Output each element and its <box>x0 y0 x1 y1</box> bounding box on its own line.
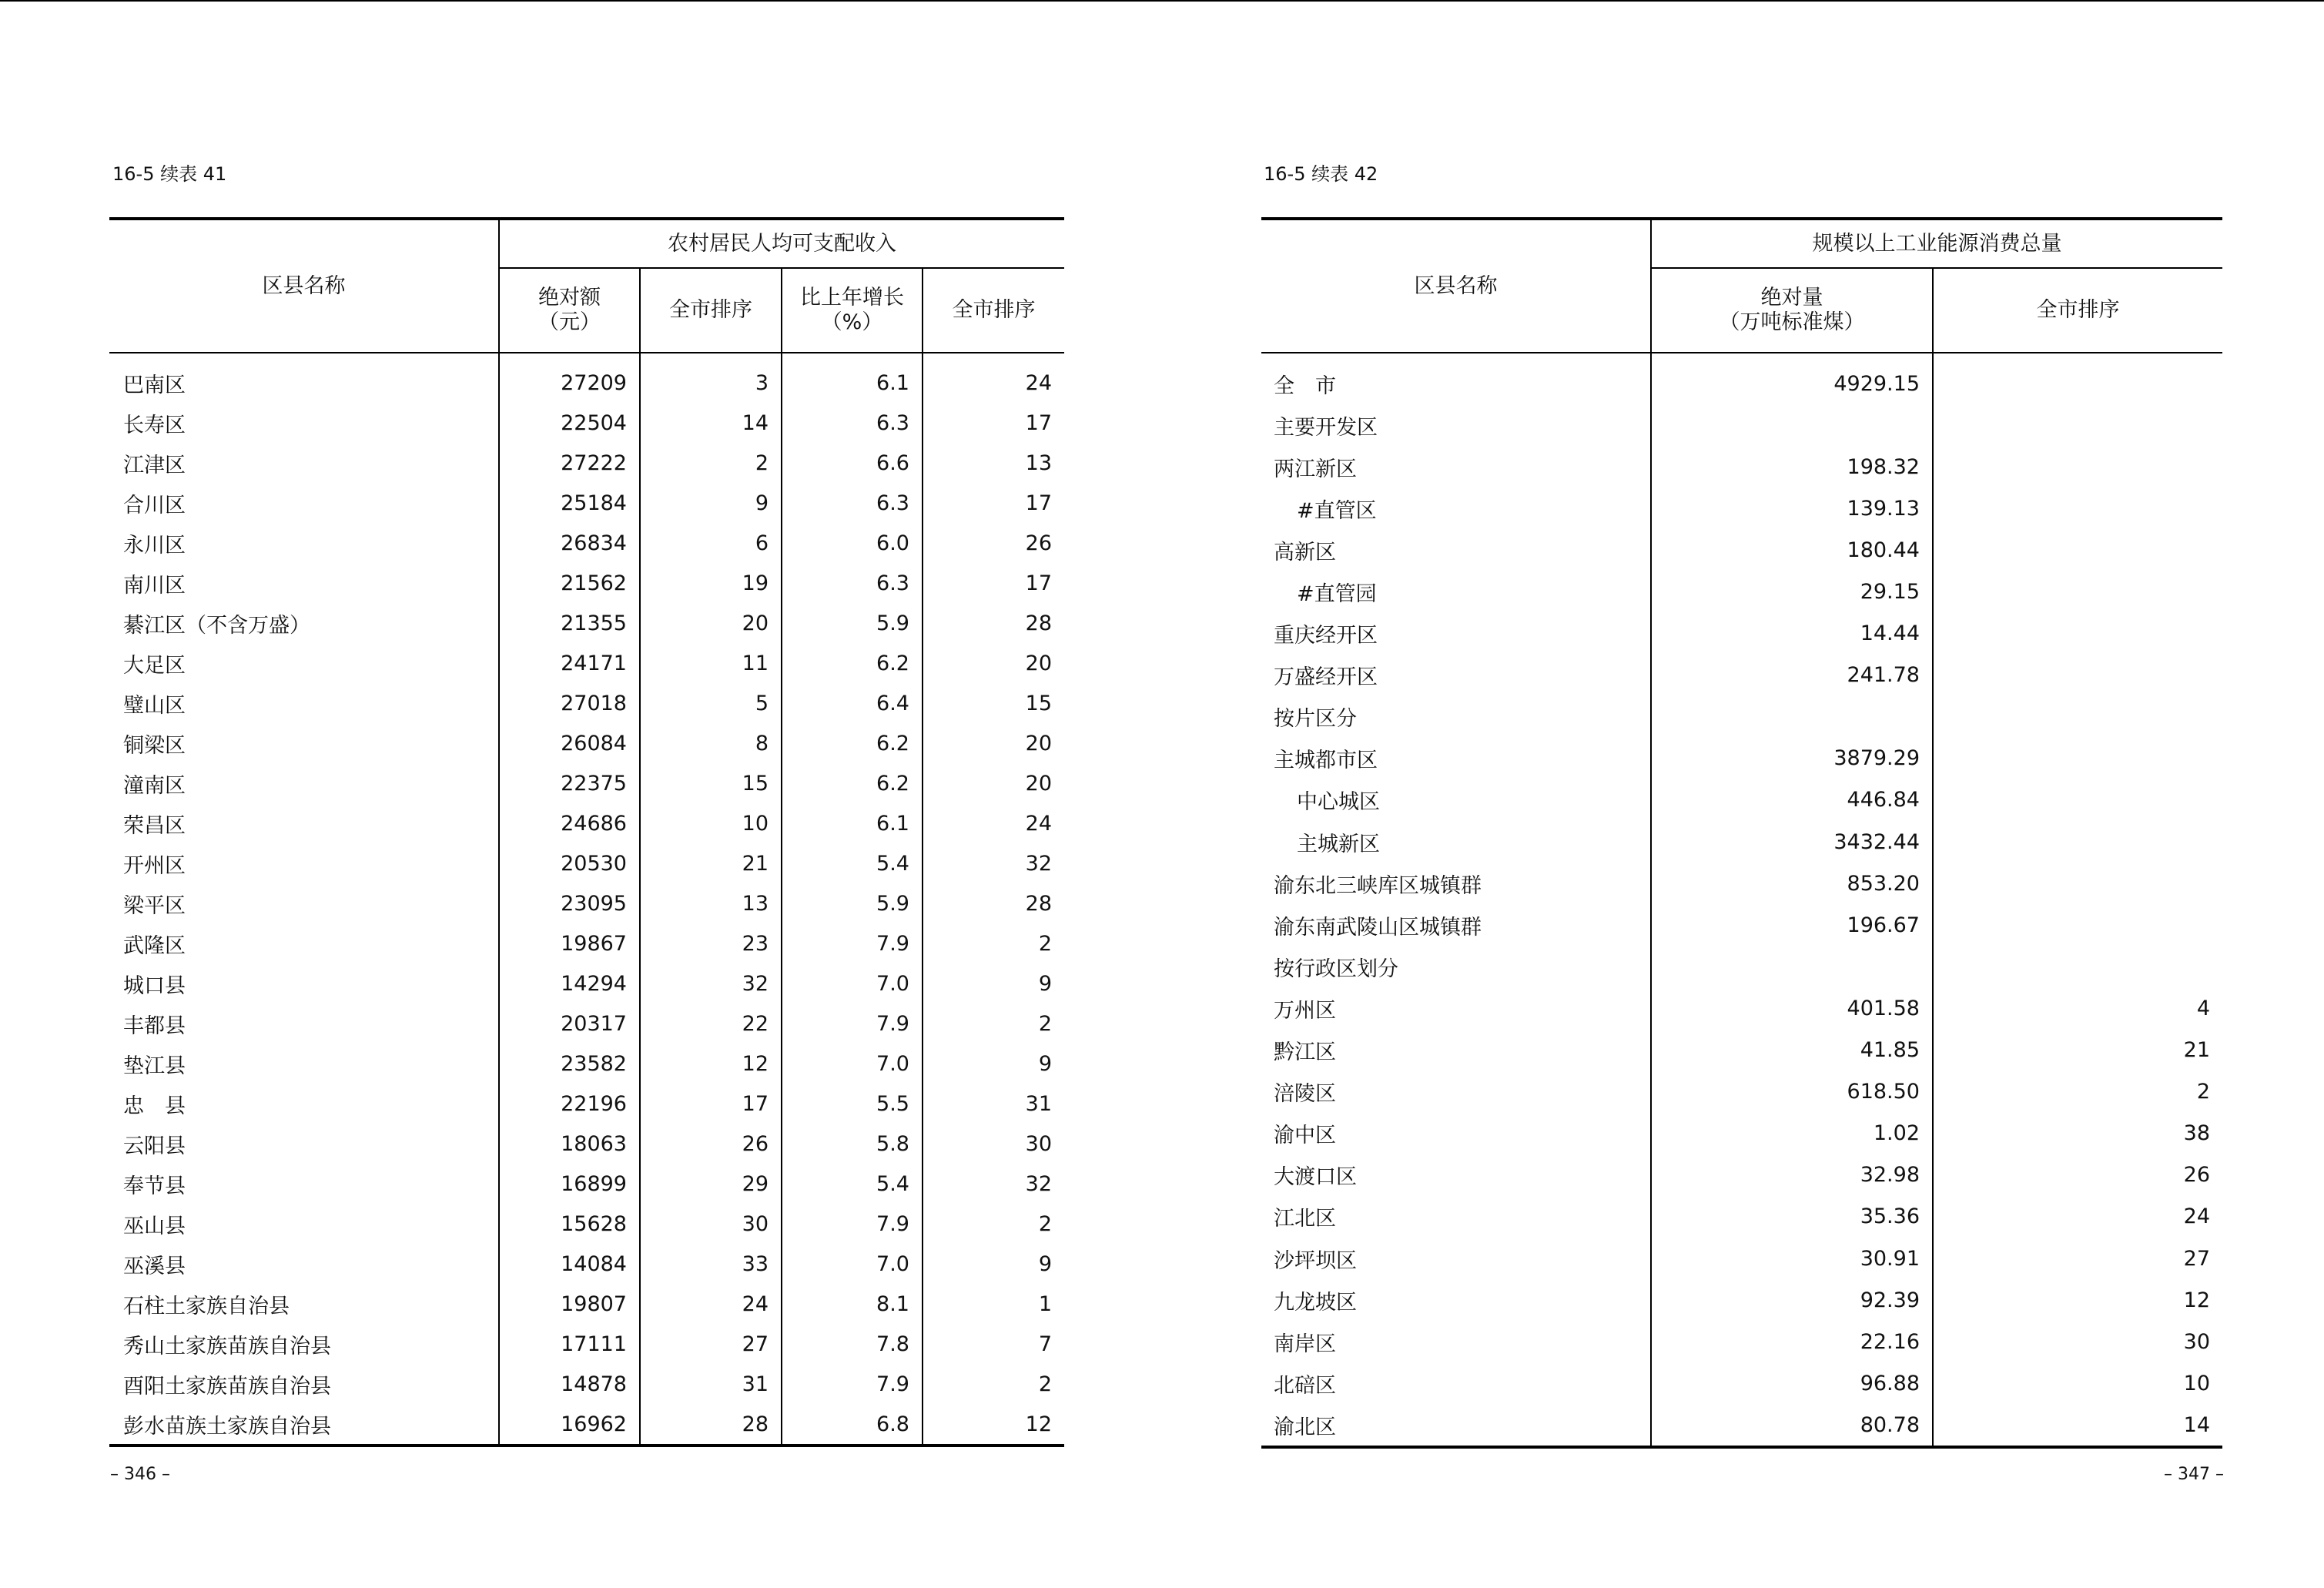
rank-cell: 20 <box>640 603 782 643</box>
abs-amount-cell: 27018 <box>499 683 640 723</box>
table-row <box>109 1164 1064 1204</box>
table-row <box>109 403 1064 443</box>
district-name-cell: 渝北区 <box>1274 1415 1336 1439</box>
table-row <box>1261 655 2222 696</box>
growth-cell: 6.8 <box>782 1404 923 1446</box>
page-number: – 347 – <box>2164 1465 2224 1484</box>
table-row <box>1261 529 2222 571</box>
rank-cell: 21 <box>640 843 782 883</box>
header-rank: 全市排序 <box>1933 268 2222 353</box>
rank-cell <box>1933 446 2222 487</box>
table-row <box>1261 353 2222 404</box>
table-row <box>109 763 1064 803</box>
abs-amount-cell: 139.13 <box>1651 487 1933 529</box>
district-name-cell: 巴南区 <box>123 373 186 397</box>
table-row <box>1261 696 2222 738</box>
district-name-cell: 巫溪县 <box>123 1254 186 1278</box>
district-name-cell: 主要开发区 <box>1274 415 1378 440</box>
rank-cell: 2 <box>923 1003 1064 1044</box>
growth-cell: 7.0 <box>782 963 923 1003</box>
growth-cell: 6.0 <box>782 523 923 563</box>
rank-cell: 15 <box>640 763 782 803</box>
rank-cell: 12 <box>640 1044 782 1084</box>
abs-amount-cell: 14878 <box>499 1364 640 1404</box>
abs-amount-cell: 196.67 <box>1651 904 1933 946</box>
rank-cell: 2 <box>1933 1071 2222 1113</box>
district-name-cell: #直管园 <box>1297 582 1377 607</box>
abs-amount-cell: 23582 <box>499 1044 640 1084</box>
growth-cell: 7.0 <box>782 1244 923 1284</box>
district-name-cell: 渝东北三峡库区城镇群 <box>1274 873 1482 898</box>
table-row <box>1261 1030 2222 1071</box>
rank-cell <box>1933 529 2222 571</box>
table-row <box>109 683 1064 723</box>
rank-cell: 20 <box>923 723 1064 763</box>
table-row <box>1261 1154 2222 1196</box>
district-name-cell: 主城新区 <box>1297 832 1380 856</box>
header-district-name: 区县名称 <box>109 219 499 353</box>
abs-amount-cell: 27222 <box>499 443 640 483</box>
rank-cell: 32 <box>640 963 782 1003</box>
district-name-cell: 按片区分 <box>1274 707 1357 732</box>
rank-cell: 32 <box>923 843 1064 883</box>
table-row <box>109 1204 1064 1244</box>
abs-amount-cell: 22375 <box>499 763 640 803</box>
table-row <box>1261 987 2222 1029</box>
table-row <box>109 1084 1064 1124</box>
rank-cell: 2 <box>923 923 1064 963</box>
abs-amount-cell <box>1651 696 1933 738</box>
rank-cell: 14 <box>640 403 782 443</box>
growth-cell: 7.9 <box>782 1364 923 1404</box>
table-row <box>1261 821 2222 863</box>
rank-cell: 15 <box>923 683 1064 723</box>
abs-amount-cell: 16962 <box>499 1404 640 1446</box>
district-name-cell: 大渡口区 <box>1274 1165 1357 1190</box>
rank-cell: 9 <box>923 1044 1064 1084</box>
abs-amount-cell: 92.39 <box>1651 1279 1933 1321</box>
district-name-cell: 永川区 <box>123 533 186 558</box>
district-name-cell: 垫江县 <box>123 1054 186 1078</box>
rank-cell: 12 <box>923 1404 1064 1446</box>
header-growth: 比上年增长 （%） <box>782 268 923 353</box>
district-name-cell: 铜梁区 <box>123 733 186 758</box>
district-name-cell: 中心城区 <box>1297 790 1380 815</box>
district-name-cell: 綦江区（不含万盛） <box>123 613 310 638</box>
district-name-cell: 万州区 <box>1274 998 1336 1023</box>
abs-amount-cell: 24686 <box>499 803 640 843</box>
rank-cell: 29 <box>640 1164 782 1204</box>
rank-cell: 2 <box>640 443 782 483</box>
abs-amount-cell: 198.32 <box>1651 446 1933 487</box>
growth-cell: 6.3 <box>782 563 923 603</box>
growth-cell: 7.9 <box>782 1204 923 1244</box>
growth-cell: 8.1 <box>782 1284 923 1324</box>
abs-amount-cell <box>1651 946 1933 987</box>
rank-cell: 24 <box>923 803 1064 843</box>
rank-cell <box>1933 779 2222 821</box>
district-name-cell: 奉节县 <box>123 1174 186 1198</box>
abs-amount-cell: 30.91 <box>1651 1238 1933 1279</box>
abs-amount-cell: 21355 <box>499 603 640 643</box>
rank-cell: 13 <box>640 883 782 923</box>
abs-amount-cell: 446.84 <box>1651 779 1933 821</box>
header-rank-1: 全市排序 <box>640 268 782 353</box>
abs-amount-cell: 26084 <box>499 723 640 763</box>
rank-cell <box>1933 821 2222 863</box>
rank-cell: 5 <box>640 683 782 723</box>
abs-amount-cell: 16899 <box>499 1164 640 1204</box>
district-name-cell: 沙坪坝区 <box>1274 1248 1357 1273</box>
district-name-cell: 重庆经开区 <box>1274 624 1378 648</box>
growth-cell: 7.9 <box>782 923 923 963</box>
district-name-cell: 涪陵区 <box>1274 1082 1336 1107</box>
rank-cell: 28 <box>640 1404 782 1446</box>
district-name-cell: 武隆区 <box>123 933 186 958</box>
abs-amount-cell: 25184 <box>499 483 640 523</box>
table-row <box>1261 1238 2222 1279</box>
rank-cell: 1 <box>923 1284 1064 1324</box>
rank-cell: 11 <box>640 643 782 683</box>
table-row <box>109 1003 1064 1044</box>
table-row <box>1261 1113 2222 1154</box>
table-row <box>109 603 1064 643</box>
rank-cell <box>1933 571 2222 612</box>
table-row <box>1261 487 2222 529</box>
abs-amount-cell: 22504 <box>499 403 640 443</box>
table-title: 16-5 续表 42 <box>1264 163 1378 185</box>
page-number: – 346 – <box>110 1465 170 1484</box>
rank-cell: 19 <box>640 563 782 603</box>
abs-amount-cell: 22196 <box>499 1084 640 1124</box>
header-abs-amount: 绝对量 （万吨标准煤） <box>1651 268 1933 353</box>
district-name-cell: 长寿区 <box>123 413 186 437</box>
abs-amount-cell: 14.44 <box>1651 613 1933 655</box>
table-body <box>109 353 1064 1446</box>
district-name-cell: 璧山区 <box>123 693 186 718</box>
table-row <box>109 1124 1064 1164</box>
rank-cell: 14 <box>1933 1404 2222 1447</box>
table-row <box>109 843 1064 883</box>
abs-amount-cell: 14084 <box>499 1244 640 1284</box>
header-group-rural-income: 农村居民人均可支配收入 <box>499 219 1064 268</box>
rank-cell: 26 <box>640 1124 782 1164</box>
table-row <box>1261 1071 2222 1113</box>
table-body <box>1261 353 2222 1447</box>
abs-amount-cell: 3432.44 <box>1651 821 1933 863</box>
header-abs-amount: 绝对额 （元） <box>499 268 640 353</box>
table-row <box>1261 1279 2222 1321</box>
abs-amount-cell <box>1651 404 1933 446</box>
district-name-cell: 主城都市区 <box>1274 749 1378 773</box>
district-name-cell: 彭水苗族土家族自治县 <box>123 1414 331 1439</box>
abs-amount-cell: 26834 <box>499 523 640 563</box>
rank-cell <box>1933 863 2222 904</box>
table-row <box>109 1044 1064 1084</box>
table-row <box>1261 904 2222 946</box>
table-row <box>1261 1362 2222 1404</box>
district-name-cell: 黔江区 <box>1274 1040 1336 1065</box>
rank-cell: 24 <box>1933 1196 2222 1238</box>
district-name-cell: 云阳县 <box>123 1134 186 1158</box>
rank-cell: 24 <box>640 1284 782 1324</box>
table-title: 16-5 续表 41 <box>112 163 227 185</box>
table-row <box>1261 1404 2222 1447</box>
table-row <box>1261 863 2222 904</box>
rank-cell: 12 <box>1933 1279 2222 1321</box>
rank-cell <box>1933 946 2222 987</box>
industrial-energy-table <box>1261 217 2222 1449</box>
rank-cell: 17 <box>923 403 1064 443</box>
abs-amount-cell: 853.20 <box>1651 863 1933 904</box>
table-row <box>109 643 1064 683</box>
district-name-cell: 两江新区 <box>1274 457 1357 481</box>
header-district-name: 区县名称 <box>1261 219 1651 353</box>
district-name-cell: 石柱土家族自治县 <box>123 1294 290 1318</box>
rank-cell: 9 <box>640 483 782 523</box>
abs-amount-cell: 24171 <box>499 643 640 683</box>
table-row <box>1261 613 2222 655</box>
district-name-cell: 按行政区划分 <box>1274 956 1398 981</box>
district-name-cell: 万盛经开区 <box>1274 665 1378 690</box>
growth-cell: 6.4 <box>782 683 923 723</box>
rank-cell <box>1933 696 2222 738</box>
rank-cell: 38 <box>1933 1113 2222 1154</box>
table-row <box>109 883 1064 923</box>
abs-amount-cell: 15628 <box>499 1204 640 1244</box>
rank-cell: 32 <box>923 1164 1064 1204</box>
rank-cell: 26 <box>923 523 1064 563</box>
rank-cell: 17 <box>923 563 1064 603</box>
table-row <box>1261 779 2222 821</box>
growth-cell: 6.3 <box>782 403 923 443</box>
right-page <box>1162 0 2324 1588</box>
rank-cell: 20 <box>923 763 1064 803</box>
header-group-energy: 规模以上工业能源消费总量 <box>1651 219 2222 268</box>
growth-cell: 5.9 <box>782 603 923 643</box>
table-row <box>1261 446 2222 487</box>
table-row <box>109 483 1064 523</box>
rank-cell <box>1933 487 2222 529</box>
table-row <box>109 1324 1064 1364</box>
district-name-cell: 南岸区 <box>1274 1332 1336 1356</box>
growth-cell: 6.1 <box>782 803 923 843</box>
abs-amount-cell: 180.44 <box>1651 529 1933 571</box>
abs-amount-cell: 241.78 <box>1651 655 1933 696</box>
rank-cell: 7 <box>923 1324 1064 1364</box>
table-row <box>1261 1321 2222 1362</box>
table-row <box>109 723 1064 763</box>
rank-cell: 28 <box>923 603 1064 643</box>
district-name-cell: #直管区 <box>1297 498 1377 523</box>
table-row <box>109 443 1064 483</box>
growth-cell: 7.8 <box>782 1324 923 1364</box>
rank-cell: 2 <box>923 1364 1064 1404</box>
district-name-cell: 高新区 <box>1274 540 1336 565</box>
district-name-cell: 北碚区 <box>1274 1373 1336 1398</box>
rank-cell <box>1933 353 2222 404</box>
abs-amount-cell: 96.88 <box>1651 1362 1933 1404</box>
abs-amount-cell: 23095 <box>499 883 640 923</box>
district-name-cell: 开州区 <box>123 853 186 878</box>
table-row <box>109 1364 1064 1404</box>
district-name-cell: 荣昌区 <box>123 813 186 838</box>
rank-cell: 33 <box>640 1244 782 1284</box>
abs-amount-cell: 618.50 <box>1651 1071 1933 1113</box>
district-name-cell: 丰都县 <box>123 1013 186 1038</box>
district-name-cell: 南川区 <box>123 573 186 598</box>
rank-cell: 6 <box>640 523 782 563</box>
growth-cell: 7.0 <box>782 1044 923 1084</box>
abs-amount-cell: 41.85 <box>1651 1030 1933 1071</box>
table-row <box>109 1244 1064 1284</box>
rank-cell <box>1933 904 2222 946</box>
district-name-cell: 秀山土家族苗族自治县 <box>123 1334 331 1359</box>
district-name-cell: 全 市 <box>1274 374 1336 398</box>
growth-cell: 6.2 <box>782 723 923 763</box>
table-row <box>1261 571 2222 612</box>
abs-amount-cell: 29.15 <box>1651 571 1933 612</box>
rank-cell: 24 <box>923 353 1064 403</box>
abs-amount-cell: 32.98 <box>1651 1154 1933 1196</box>
growth-cell: 5.9 <box>782 883 923 923</box>
district-name-cell: 忠 县 <box>123 1094 186 1118</box>
table-row <box>1261 1196 2222 1238</box>
abs-amount-cell: 19807 <box>499 1284 640 1324</box>
table-row <box>109 523 1064 563</box>
abs-amount-cell: 14294 <box>499 963 640 1003</box>
abs-amount-cell: 21562 <box>499 563 640 603</box>
rank-cell: 9 <box>923 1244 1064 1284</box>
growth-cell: 7.9 <box>782 1003 923 1044</box>
table-row <box>1261 404 2222 446</box>
table-row <box>109 923 1064 963</box>
rank-cell: 27 <box>640 1324 782 1364</box>
abs-amount-cell: 17111 <box>499 1324 640 1364</box>
district-name-cell: 渝中区 <box>1274 1124 1336 1148</box>
district-name-cell: 江津区 <box>123 453 186 477</box>
district-name-cell: 合川区 <box>123 493 186 518</box>
rank-cell: 3 <box>640 353 782 403</box>
rank-cell: 22 <box>640 1003 782 1044</box>
growth-cell: 6.2 <box>782 763 923 803</box>
table-row <box>1261 738 2222 779</box>
growth-cell: 5.4 <box>782 843 923 883</box>
growth-cell: 6.6 <box>782 443 923 483</box>
rank-cell: 23 <box>640 923 782 963</box>
district-name-cell: 酉阳土家族苗族自治县 <box>123 1374 331 1399</box>
rank-cell: 30 <box>1933 1321 2222 1362</box>
abs-amount-cell: 80.78 <box>1651 1404 1933 1447</box>
growth-cell: 5.4 <box>782 1164 923 1204</box>
header-rank-2: 全市排序 <box>923 268 1064 353</box>
table-row <box>1261 946 2222 987</box>
rank-cell: 28 <box>923 883 1064 923</box>
district-name-cell: 九龙坡区 <box>1274 1290 1357 1315</box>
district-name-cell: 渝东南武陵山区城镇群 <box>1274 915 1482 940</box>
district-name-cell: 潼南区 <box>123 773 186 798</box>
rank-cell: 26 <box>1933 1154 2222 1196</box>
rank-cell: 30 <box>923 1124 1064 1164</box>
rank-cell: 30 <box>640 1204 782 1244</box>
abs-amount-cell: 4929.15 <box>1651 353 1933 404</box>
abs-amount-cell: 3879.29 <box>1651 738 1933 779</box>
abs-amount-cell: 401.58 <box>1651 987 1933 1029</box>
rank-cell: 13 <box>923 443 1064 483</box>
rank-cell: 31 <box>923 1084 1064 1124</box>
rank-cell: 27 <box>1933 1238 2222 1279</box>
table-row <box>109 803 1064 843</box>
table-row <box>109 353 1064 403</box>
district-name-cell: 巫山县 <box>123 1214 186 1238</box>
table-row <box>109 1284 1064 1324</box>
abs-amount-cell: 22.16 <box>1651 1321 1933 1362</box>
abs-amount-cell: 20317 <box>499 1003 640 1044</box>
rank-cell: 2 <box>923 1204 1064 1244</box>
table-row <box>109 1404 1064 1446</box>
abs-amount-cell: 20530 <box>499 843 640 883</box>
abs-amount-cell: 19867 <box>499 923 640 963</box>
rank-cell: 9 <box>923 963 1064 1003</box>
rural-income-table <box>109 217 1064 1447</box>
rank-cell: 20 <box>923 643 1064 683</box>
rank-cell: 21 <box>1933 1030 2222 1071</box>
growth-cell: 6.3 <box>782 483 923 523</box>
district-name-cell: 江北区 <box>1274 1207 1336 1231</box>
rank-cell <box>1933 613 2222 655</box>
rank-cell <box>1933 404 2222 446</box>
abs-amount-cell: 27209 <box>499 353 640 403</box>
district-name-cell: 大足区 <box>123 653 186 678</box>
table-row <box>109 563 1064 603</box>
district-name-cell: 梁平区 <box>123 893 186 918</box>
rank-cell: 10 <box>640 803 782 843</box>
rank-cell <box>1933 738 2222 779</box>
table-row <box>109 963 1064 1003</box>
rank-cell: 17 <box>923 483 1064 523</box>
rank-cell: 4 <box>1933 987 2222 1029</box>
growth-cell: 5.5 <box>782 1084 923 1124</box>
abs-amount-cell: 1.02 <box>1651 1113 1933 1154</box>
rank-cell: 8 <box>640 723 782 763</box>
rank-cell <box>1933 655 2222 696</box>
abs-amount-cell: 35.36 <box>1651 1196 1933 1238</box>
rank-cell: 17 <box>640 1084 782 1124</box>
growth-cell: 6.2 <box>782 643 923 683</box>
district-name-cell: 城口县 <box>123 973 186 998</box>
rank-cell: 31 <box>640 1364 782 1404</box>
abs-amount-cell: 18063 <box>499 1124 640 1164</box>
growth-cell: 5.8 <box>782 1124 923 1164</box>
rank-cell: 10 <box>1933 1362 2222 1404</box>
growth-cell: 6.1 <box>782 353 923 403</box>
